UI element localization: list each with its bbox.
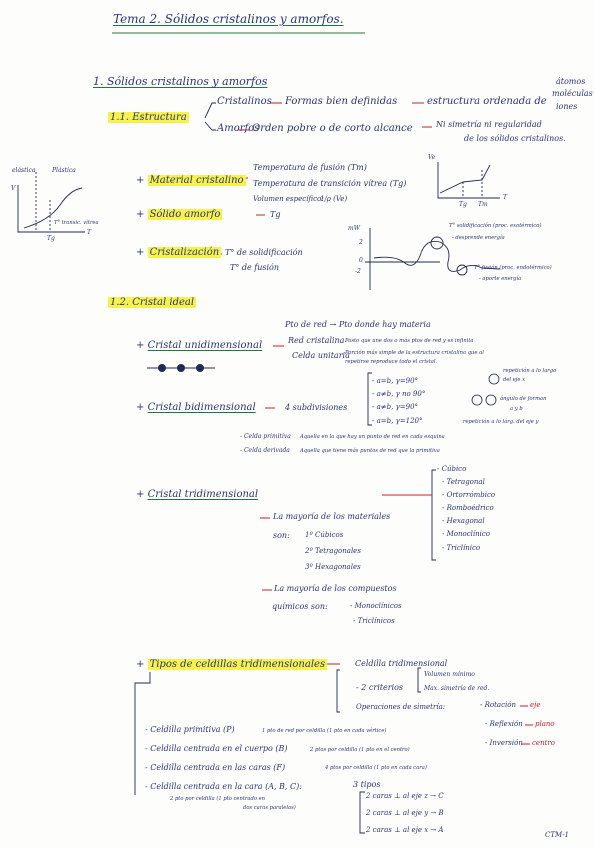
atomos-text: átomos	[556, 77, 586, 86]
subdivisiones: 4 subdivisiones	[285, 403, 348, 412]
cristal-tridim: + Cristal tridimensional	[136, 489, 259, 500]
tm-label: Temperatura de fusión (Tm)	[253, 163, 367, 172]
graph1-plastica: Plástica	[52, 167, 76, 174]
bidim-case-2: - a≠b, γ no 90°	[372, 390, 426, 398]
materiales-3: 3º Hexagonales	[305, 563, 361, 571]
celdilla-p: - Celdilla primitiva (P)	[145, 725, 235, 734]
system-item: - Hexagonal	[442, 517, 485, 525]
graph3-y0: 0	[359, 257, 363, 264]
graph2-tg: Tg	[459, 201, 467, 208]
system-item: - Monoclínico	[442, 530, 490, 538]
estructura-text: estructura ordenada de	[427, 96, 547, 107]
red-cristalina-def: Pasto que une dos o más ptos de red y es infinita	[345, 338, 474, 344]
bidim-case-3: - a≠b, γ=90°	[372, 403, 419, 411]
celdilla-f-def: 4 ptos por celdilla (1 pto en cada cara)	[325, 765, 427, 771]
amorfos-label: Amorfos	[217, 123, 260, 134]
celdilla-b-def: 2 ptos por celdilla (1 pto en el centro)	[310, 747, 410, 753]
quim-2: - Triclínicos	[353, 617, 395, 625]
graph2-ve: Ve	[428, 154, 436, 161]
max-simetria: Max. simetría de red.	[424, 685, 490, 692]
axis-case-3: 2 caras ⊥ al eje x → A	[366, 826, 444, 834]
graph3-fus: T° fusión (proc. endotérmico)	[474, 265, 552, 271]
system-item: - Cúbico	[437, 465, 467, 473]
rep-2b: a y b	[510, 406, 523, 412]
celdilla-b: - Celdilla centrada en el cuerpo (B)	[145, 744, 288, 753]
nisim-text-1: Ni simetría ni regularidad	[436, 120, 542, 129]
tipos-celdillas: + Tipos de celdillas tridimensionales	[136, 659, 326, 670]
celda-primitiva: - Celda primitiva	[240, 433, 291, 440]
vol-minimo: Volumen mínimo	[424, 671, 475, 678]
celda-def-2: repetirse reproduce todo el cristal.	[345, 359, 438, 365]
solido-amorfo: + Sólido amorfo	[136, 209, 221, 220]
celda-primitiva-def: Aquella en la que hay un punto de red en cada esquina	[300, 434, 445, 440]
operaciones: Operaciones de simetría:	[356, 703, 446, 711]
quimicos-label: químicos son:	[272, 602, 328, 611]
graph3-mw: mW	[348, 225, 360, 232]
rep-1b: del eje x	[503, 377, 526, 383]
graph3-y2: 2	[359, 239, 363, 246]
iones-text: iones	[556, 102, 578, 111]
tg-label: Temperatura de transición vítrea (Tg)	[253, 179, 407, 188]
graph3-sol: T° solidificación (proc. exotérmico)	[449, 223, 542, 229]
op-reflexion: - Reflexión	[485, 720, 523, 728]
formas-text: Formas bien definidas	[285, 96, 398, 107]
mayoria-materiales: La mayoría de los materiales	[273, 512, 391, 521]
celdilla-c-def-2: dos caras paralelas)	[243, 805, 296, 811]
orden-text: Orden pobre o de corto alcance	[252, 123, 413, 134]
crist-t1: T° de solidificación	[225, 248, 303, 257]
graph1-v: V	[11, 185, 16, 192]
system-item: - Romboédrico	[442, 504, 494, 512]
celda-unitaria: Celda unitaria	[292, 351, 350, 360]
celda-derivada: - Celda derivada	[240, 447, 290, 454]
op-plano: plano	[535, 720, 555, 728]
system-item: - Triclínico	[442, 544, 481, 552]
op-centro: centro	[532, 739, 555, 747]
cristal-unidim: + Cristal unidimensional	[136, 340, 263, 351]
graph1-elastica: elástica	[12, 167, 36, 174]
system-item: - Ortorrómbico	[442, 491, 496, 499]
graph3-fus2: - aporte energía	[479, 276, 522, 282]
rep-3: repetición a lo larg. del eje y	[463, 419, 539, 425]
rep-2: ángulo de forman	[500, 396, 547, 402]
celda-def-1: Porción más simple de la estructura cristalina que al	[345, 350, 484, 356]
quim-1: - Monoclínicos	[350, 602, 402, 610]
vol-formula: 1/ρ (Ve)	[320, 195, 348, 203]
op-inversion: - Inversión	[485, 739, 523, 747]
bidim-case-1: - a=b, γ=90°	[372, 377, 419, 385]
graph1-t: T	[87, 229, 92, 236]
tres-tipos: 3 tipos	[353, 780, 381, 789]
graph1-tg-label: T° transic. vítrea	[54, 220, 99, 226]
son-label: son:	[273, 531, 290, 540]
page-title: Tema 2. Sólidos cristalinos y amorfos.	[113, 12, 344, 26]
materiales-1: 1º Cúbicos	[305, 531, 344, 539]
axis-case-1: 2 caras ⊥ al eje z → C	[366, 792, 444, 800]
op-eje: eje	[530, 701, 541, 709]
cristal-bidim: + Cristal bidimensional	[136, 402, 256, 413]
celdilla-f: - Celdilla centrada en las caras (F)	[145, 763, 286, 772]
bidim-case-4: - a=b, γ=120°	[372, 417, 423, 425]
vol-label: Volumen específico:	[253, 195, 324, 203]
graph3-ym2: -2	[355, 268, 361, 275]
cristalizacion: + Cristalización	[136, 247, 220, 258]
graph2-tm: Tm	[478, 201, 488, 208]
crist-t2: T° de fusión	[230, 263, 280, 272]
graph3-sol2: - desprende energía	[452, 235, 505, 241]
rep-1: repetición a lo largo	[503, 368, 557, 374]
solido-tg: Tg	[270, 210, 281, 219]
celdilla-tridim: Celdilla tridimensional	[355, 659, 448, 668]
sub-1-1-label: 1.1. Estructura	[110, 112, 187, 123]
red-cristalina: Red cristalina	[288, 336, 345, 345]
cristalinos-label: Cristalinos	[217, 96, 272, 107]
graph1-tg: Tg	[47, 235, 55, 242]
dos-criterios: - 2 criterios	[356, 683, 403, 692]
graph2-t: T	[503, 194, 508, 201]
op-rotacion: - Rotación	[480, 701, 516, 709]
signature: CTM-1	[545, 831, 570, 839]
axis-case-2: 2 caras ⊥ al eje y → B	[366, 809, 444, 817]
pto-red: Pto de red → Pto donde hay materia	[285, 320, 431, 329]
celdilla-p-def: 1 pto de red por celdilla (1 pto en cada vértice)	[262, 728, 387, 734]
system-item: - Tetragonal	[442, 478, 485, 486]
materiales-2: 2º Tetragonales	[305, 547, 361, 555]
mat-cristalino: + Material cristalino	[136, 175, 244, 186]
mayoria-compuestos: La mayoría de los compuestos	[274, 584, 397, 593]
nisim-text-2: de los sólidos cristalinos.	[464, 134, 566, 143]
celdilla-c-def-1: 2 pto por celdilla (1 pto centrado en	[170, 796, 266, 802]
moleculas-text: moléculas	[552, 89, 593, 98]
celdilla-c: - Celdilla centrada en la cara (A, B, C):	[145, 782, 302, 791]
sub-1-2-label: 1.2. Cristal ideal	[110, 297, 195, 308]
celda-derivada-def: Aquella que tiene más puntos de red que la primitiva	[300, 448, 440, 454]
section-1-title: 1. Sólidos cristalinos y amorfos	[93, 75, 268, 88]
